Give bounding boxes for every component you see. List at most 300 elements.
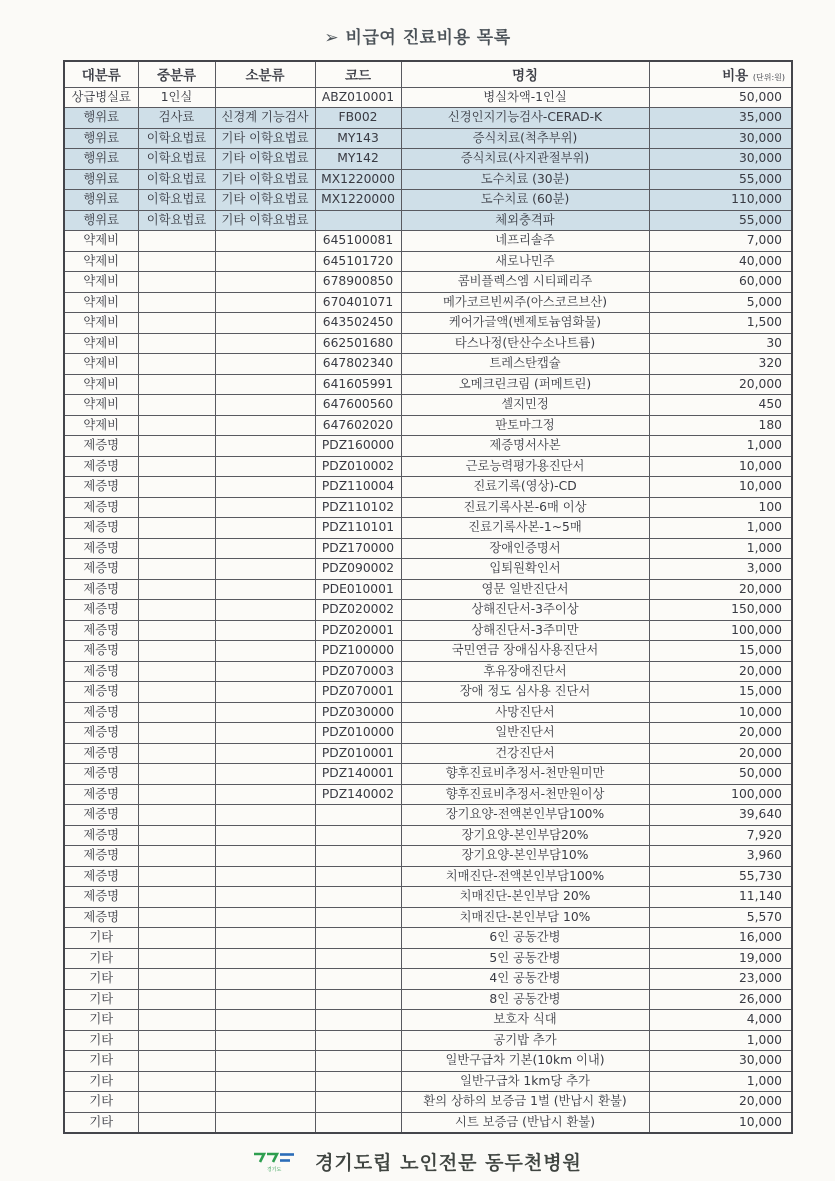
cell-name: 근로능력평가용진단서 [401,456,649,477]
cell-cost: 100,000 [649,620,792,641]
cell-sub-category [215,989,315,1010]
cell-name: 판토마그정 [401,415,649,436]
table-row [64,784,792,805]
cell-category: 제증명 [64,620,138,641]
cell-name: 제증명서사본 [401,436,649,457]
cell-mid-category [138,846,215,867]
cell-cost: 39,640 [649,805,792,826]
cell-cost: 10,000 [649,456,792,477]
cell-mid-category [138,682,215,703]
cell-sub-category [215,784,315,805]
cell-cost: 60,000 [649,272,792,293]
cell-name: 장애 정도 심사용 진단서 [401,682,649,703]
cell-cost: 15,000 [649,641,792,662]
table-row [64,682,792,703]
cell-sub-category [215,887,315,908]
cell-cost: 7,000 [649,231,792,252]
cell-sub-category [215,559,315,580]
cell-category: 기타 [64,928,138,949]
cell-code: PDZ100000 [315,641,401,662]
cell-category: 제증명 [64,559,138,580]
cell-code [315,846,401,867]
cell-mid-category: 이학요법료 [138,169,215,190]
cell-name: 치매진단-전액본인부담100% [401,866,649,887]
table-row [64,969,792,990]
table-row [64,456,792,477]
table-row [64,333,792,354]
title-text: 비급여 진료비용 목록 [345,28,511,48]
cell-category: 제증명 [64,866,138,887]
cell-name: 장기요양-본인부담20% [401,825,649,846]
cell-code: PDZ010002 [315,456,401,477]
cell-mid-category [138,1051,215,1072]
cell-mid-category [138,989,215,1010]
cell-cost: 1,000 [649,436,792,457]
cell-category: 기타 [64,1030,138,1051]
cell-code [315,1010,401,1031]
cell-code: PDZ110004 [315,477,401,498]
cell-cost: 10,000 [649,477,792,498]
cell-code: MX1220000 [315,169,401,190]
cell-name: 치매진단-본인부담 20% [401,887,649,908]
table-row [64,764,792,785]
cell-code: 647802340 [315,354,401,375]
cell-code: 662501680 [315,333,401,354]
cell-sub-category [215,1092,315,1113]
cell-sub-category [215,1030,315,1051]
cell-name: 진료기록(영상)-CD [401,477,649,498]
cell-mid-category [138,784,215,805]
cell-mid-category [138,600,215,621]
cell-mid-category [138,928,215,949]
cell-name: 병실차액-1인실 [401,87,649,108]
cell-cost: 15,000 [649,682,792,703]
table-row [64,825,792,846]
table-row [64,292,792,313]
table-row [64,190,792,211]
table-row [64,743,792,764]
cell-name: 입퇴원확인서 [401,559,649,580]
cell-cost: 50,000 [649,764,792,785]
cell-name: 장애인증명서 [401,538,649,559]
cell-sub-category [215,251,315,272]
cell-mid-category [138,1010,215,1031]
cell-mid-category [138,231,215,252]
cell-code: 643502450 [315,313,401,334]
cell-name: 환의 상하의 보증금 1벌 (반납시 환불) [401,1092,649,1113]
cell-mid-category [138,1030,215,1051]
cell-category: 제증명 [64,600,138,621]
cell-cost: 5,570 [649,907,792,928]
cell-category: 제증명 [64,579,138,600]
cell-cost: 3,000 [649,559,792,580]
cell-cost: 20,000 [649,579,792,600]
cell-category: 제증명 [64,436,138,457]
cell-code [315,948,401,969]
cell-mid-category: 검사료 [138,108,215,129]
cell-mid-category [138,866,215,887]
cell-sub-category [215,805,315,826]
col-header-code: 코드 [315,61,401,87]
cell-name: 상해진단서-3주이상 [401,600,649,621]
cell-mid-category [138,374,215,395]
fee-table [63,60,793,1134]
cell-code: PDZ070001 [315,682,401,703]
table-row [64,497,792,518]
fee-table-header [64,61,792,87]
table-row [64,1092,792,1113]
cell-mid-category: 이학요법료 [138,149,215,170]
cell-sub-category [215,231,315,252]
header-row [64,61,792,87]
cell-cost: 50,000 [649,87,792,108]
cell-cost: 1,000 [649,538,792,559]
cell-code: PDZ170000 [315,538,401,559]
cell-code [315,825,401,846]
table-row [64,846,792,867]
cell-sub-category [215,87,315,108]
cell-category: 제증명 [64,497,138,518]
cell-mid-category: 이학요법료 [138,190,215,211]
cell-mid-category [138,538,215,559]
cell-category: 기타 [64,948,138,969]
table-row [64,231,792,252]
cell-category: 기타 [64,1092,138,1113]
table-row [64,866,792,887]
cell-cost: 180 [649,415,792,436]
cell-sub-category: 신경계 기능검사 [215,108,315,129]
cell-name: 트레스탄캡슐 [401,354,649,375]
cell-cost: 7,920 [649,825,792,846]
cell-mid-category: 이학요법료 [138,210,215,231]
cell-cost: 110,000 [649,190,792,211]
cell-name: 콤비플렉스엠 시티페리주 [401,272,649,293]
cell-sub-category [215,374,315,395]
cell-name: 장기요양-본인부담10% [401,846,649,867]
cell-sub-category [215,702,315,723]
cell-mid-category [138,825,215,846]
cell-category: 제증명 [64,784,138,805]
cell-code [315,1051,401,1072]
table-row [64,620,792,641]
cell-name: 셀지민정 [401,395,649,416]
col-header-sub-category: 소분류 [215,61,315,87]
col-header-mid-category: 중분류 [138,61,215,87]
cell-cost: 5,000 [649,292,792,313]
cell-name: 증식치료(사지관절부위) [401,149,649,170]
cell-cost: 1,000 [649,518,792,539]
page-title [0,0,835,48]
cell-mid-category [138,559,215,580]
cell-cost: 150,000 [649,600,792,621]
cell-category: 상급병실료 [64,87,138,108]
table-row [64,1010,792,1031]
cell-category: 행위료 [64,108,138,129]
cell-cost: 20,000 [649,1092,792,1113]
cell-code: MY143 [315,128,401,149]
cell-mid-category [138,333,215,354]
cell-cost: 20,000 [649,743,792,764]
cell-mid-category [138,497,215,518]
table-row [64,805,792,826]
cell-code: PDZ010000 [315,723,401,744]
table-row [64,600,792,621]
table-row [64,928,792,949]
cell-name: 오메크린크림 (퍼메트린) [401,374,649,395]
cell-sub-category: 기타 이학요법료 [215,169,315,190]
cell-sub-category [215,723,315,744]
cell-mid-category [138,354,215,375]
col-header-name: 명칭 [401,61,649,87]
cell-sub-category [215,579,315,600]
cell-cost: 11,140 [649,887,792,908]
cell-code: MY142 [315,149,401,170]
cell-sub-category [215,764,315,785]
cell-category: 제증명 [64,887,138,908]
cell-name: 건강진단서 [401,743,649,764]
table-row [64,641,792,662]
cost-unit-label: (단위:원) [752,73,785,83]
table-row [64,661,792,682]
cell-category: 약제비 [64,395,138,416]
cell-code [315,1030,401,1051]
cell-name: 체외충격파 [401,210,649,231]
cell-cost: 1,500 [649,313,792,334]
cell-cost: 30,000 [649,128,792,149]
cell-code: PDZ010001 [315,743,401,764]
table-row [64,948,792,969]
logo-caption: 경기도 [266,1166,282,1173]
cell-code: PDZ020001 [315,620,401,641]
cell-sub-category [215,928,315,949]
cell-cost: 1,000 [649,1071,792,1092]
cell-code: PDE010001 [315,579,401,600]
cell-sub-category [215,907,315,928]
cell-code [315,887,401,908]
cell-category: 기타 [64,1112,138,1133]
cell-name: 6인 공동간병 [401,928,649,949]
table-row [64,1112,792,1133]
cell-sub-category: 기타 이학요법료 [215,210,315,231]
cell-sub-category [215,969,315,990]
cell-cost: 35,000 [649,108,792,129]
fee-table-body [64,87,792,1133]
table-row [64,149,792,170]
cell-code [315,1112,401,1133]
table-row [64,128,792,149]
cell-sub-category [215,518,315,539]
cell-cost: 10,000 [649,702,792,723]
cell-category: 제증명 [64,846,138,867]
cell-code [315,210,401,231]
cell-category: 기타 [64,969,138,990]
table-row [64,989,792,1010]
cell-cost: 4,000 [649,1010,792,1031]
table-row [64,251,792,272]
cell-category: 제증명 [64,641,138,662]
cell-cost: 23,000 [649,969,792,990]
cell-sub-category [215,538,315,559]
table-row [64,887,792,908]
cell-category: 기타 [64,1010,138,1031]
cell-mid-category [138,251,215,272]
cell-cost: 320 [649,354,792,375]
table-row [64,415,792,436]
cell-sub-category [215,743,315,764]
cell-mid-category [138,313,215,334]
cell-code [315,969,401,990]
table-row [64,1030,792,1051]
cell-name: 새로나민주 [401,251,649,272]
cell-category: 제증명 [64,661,138,682]
cell-code: 678900850 [315,272,401,293]
cell-mid-category [138,948,215,969]
table-row [64,108,792,129]
cell-sub-category [215,1112,315,1133]
cell-sub-category [215,1071,315,1092]
cell-name: 일반구급차 기본(10km 이내) [401,1051,649,1072]
cell-category: 제증명 [64,764,138,785]
cell-name: 4인 공동간병 [401,969,649,990]
table-row [64,354,792,375]
cell-code [315,805,401,826]
cell-sub-category [215,866,315,887]
cell-mid-category [138,702,215,723]
cell-cost: 40,000 [649,251,792,272]
cell-mid-category [138,620,215,641]
cell-mid-category [138,415,215,436]
cell-mid-category [138,764,215,785]
table-row [64,723,792,744]
cell-code: PDZ160000 [315,436,401,457]
cell-name: 공기밥 추가 [401,1030,649,1051]
cell-code: 641605991 [315,374,401,395]
cell-name: 일반진단서 [401,723,649,744]
cell-sub-category [215,1010,315,1031]
cell-code [315,989,401,1010]
cell-category: 제증명 [64,743,138,764]
cell-name: 영문 일반진단서 [401,579,649,600]
footer [0,1148,835,1175]
cell-category: 제증명 [64,477,138,498]
cell-mid-category [138,518,215,539]
cell-mid-category [138,456,215,477]
cell-name: 케어가글액(벤제토늄염화물) [401,313,649,334]
cell-mid-category [138,969,215,990]
cell-cost: 20,000 [649,661,792,682]
cell-name: 향후진료비추정서-천만원미만 [401,764,649,785]
cell-mid-category [138,1112,215,1133]
cell-sub-category [215,661,315,682]
cell-mid-category [138,395,215,416]
cell-category: 기타 [64,989,138,1010]
cell-category: 약제비 [64,292,138,313]
cell-code: ABZ010001 [315,87,401,108]
cell-sub-category [215,825,315,846]
cell-cost: 30 [649,333,792,354]
cell-cost: 16,000 [649,928,792,949]
cell-category: 행위료 [64,210,138,231]
cell-category: 제증명 [64,682,138,703]
cell-sub-category: 기타 이학요법료 [215,190,315,211]
cell-code [315,1092,401,1113]
cell-name: 신경인지기능검사-CERAD-K [401,108,649,129]
cell-category: 약제비 [64,231,138,252]
cell-mid-category [138,272,215,293]
cell-mid-category [138,1071,215,1092]
cell-mid-category [138,743,215,764]
cell-sub-category [215,600,315,621]
cell-sub-category [215,641,315,662]
cell-name: 도수치료 (30분) [401,169,649,190]
cell-name: 네프리솔주 [401,231,649,252]
cell-name: 시트 보증금 (반납시 환불) [401,1112,649,1133]
cell-cost: 19,000 [649,948,792,969]
cell-category: 약제비 [64,313,138,334]
cell-mid-category [138,661,215,682]
cell-mid-category [138,805,215,826]
cell-cost: 100,000 [649,784,792,805]
cell-category: 약제비 [64,251,138,272]
table-row [64,395,792,416]
cell-sub-category [215,313,315,334]
cell-mid-category [138,477,215,498]
cell-sub-category [215,620,315,641]
cell-category: 제증명 [64,456,138,477]
cell-code: 647602020 [315,415,401,436]
table-row [64,538,792,559]
cell-code: PDZ140001 [315,764,401,785]
col-header-cost-label: 비용 [722,68,749,85]
cell-category: 약제비 [64,354,138,375]
cell-category: 행위료 [64,149,138,170]
table-row [64,210,792,231]
cell-category: 제증명 [64,825,138,846]
cell-name: 메가코르빈씨주(아스코르브산) [401,292,649,313]
cell-sub-category [215,477,315,498]
cell-sub-category: 기타 이학요법료 [215,128,315,149]
cell-code: PDZ070003 [315,661,401,682]
cell-category: 약제비 [64,272,138,293]
cell-cost: 55,000 [649,169,792,190]
cell-sub-category [215,948,315,969]
cell-code: 670401071 [315,292,401,313]
cell-code: 647600560 [315,395,401,416]
cell-name: 사망진단서 [401,702,649,723]
cell-sub-category: 기타 이학요법료 [215,149,315,170]
cell-category: 제증명 [64,723,138,744]
table-row [64,272,792,293]
cell-mid-category [138,723,215,744]
table-row [64,87,792,108]
cell-name: 장기요양-전액본인부담100% [401,805,649,826]
table-row [64,702,792,723]
cell-mid-category [138,579,215,600]
cell-cost: 3,960 [649,846,792,867]
cell-code: MX1220000 [315,190,401,211]
cell-category: 제증명 [64,518,138,539]
table-row [64,518,792,539]
cell-sub-category [215,395,315,416]
cell-name: 증식치료(척추부위) [401,128,649,149]
cell-name: 치매진단-본인부담 10% [401,907,649,928]
cell-mid-category [138,1092,215,1113]
cell-cost: 20,000 [649,374,792,395]
cell-code: 645100081 [315,231,401,252]
cell-name: 국민연금 장애심사용진단서 [401,641,649,662]
cell-code [315,866,401,887]
cell-mid-category [138,292,215,313]
